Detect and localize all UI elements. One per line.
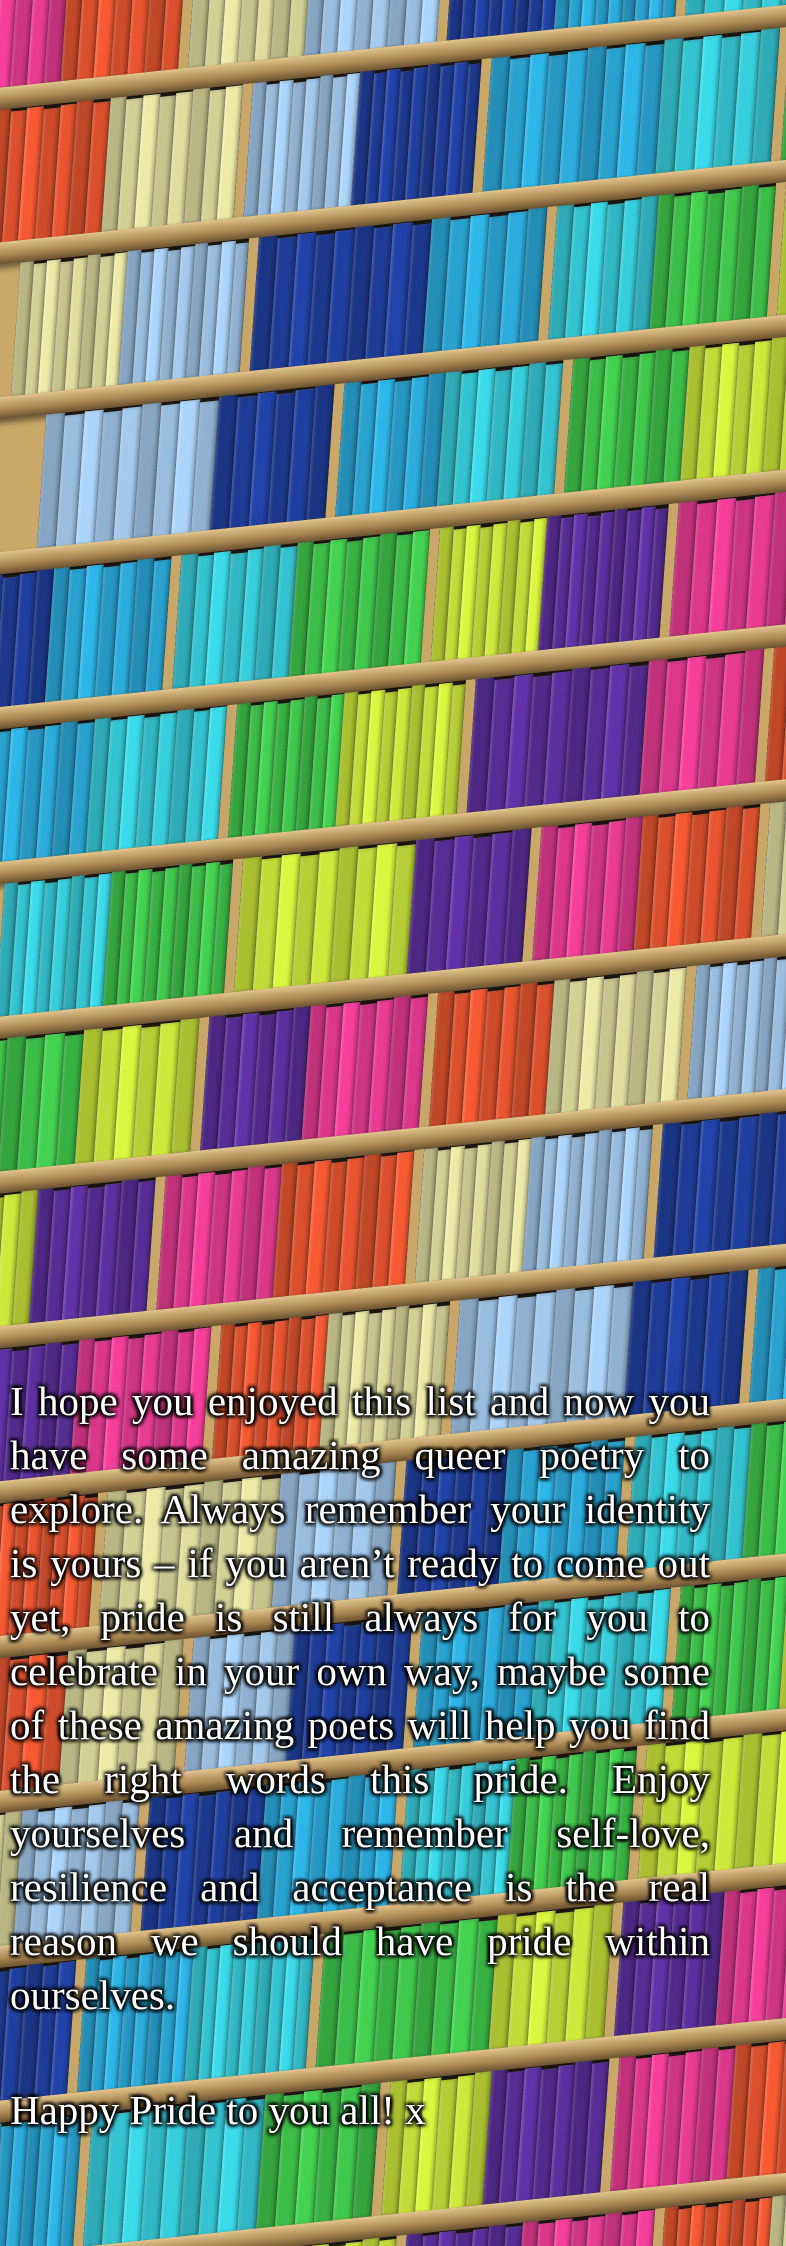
shelf-cell: [335, 359, 573, 517]
shelf-cell: [200, 993, 438, 1151]
shelf-cell: [11, 237, 259, 396]
closing-message: I hope you enjoyed this list and now you have some amazing queer poetry to explore. Always remember your identity is yours – if you aren’t ready to come out yet, pride is still always for you to celebrate in your own way, maybe some of these amazing poets will help you find the right words this pride. Enjoy yourselves and remember self-love, resilience and acceptance is the real reason we should have pride within ourselves.: [10, 1378, 710, 2018]
shelf-cell: [0, 1176, 166, 1334]
shelf-cell: [0, 555, 181, 713]
shelf-cell: [532, 803, 770, 961]
shelf-cell: [564, 332, 786, 493]
book-spine: [420, 0, 446, 44]
book-spine: [161, 0, 187, 74]
shelf-cell: [415, 1124, 663, 1283]
shelf-cell: [244, 58, 492, 217]
shelf-cell: [548, 182, 786, 340]
shelf-cell: [431, 503, 679, 662]
sign-off: Happy Pride to you all! x: [10, 2087, 426, 2133]
shelf-cell: [228, 679, 476, 838]
shelf-cell: [0, 858, 243, 1017]
shelf-cell: [687, 940, 786, 1099]
